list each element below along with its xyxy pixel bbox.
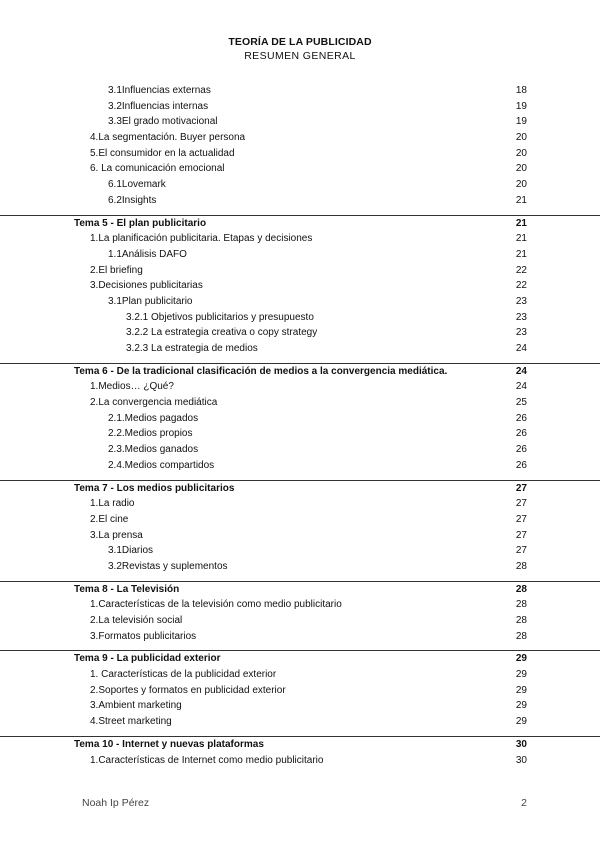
toc-entry[interactable] — [0, 379, 600, 395]
toc-entry-page: 28 — [515, 615, 527, 626]
toc-entry-page: 27 — [515, 482, 527, 494]
toc-entry-label: 3.1Plan publicitario — [108, 295, 193, 307]
toc-entry[interactable] — [0, 161, 600, 177]
toc-entry[interactable] — [0, 193, 600, 209]
toc-entry[interactable] — [0, 130, 600, 146]
toc-entry-page: 28 — [515, 560, 527, 572]
toc-entry-label: 3.Formatos publicitarios — [90, 630, 197, 642]
toc-entry-page: 27 — [515, 545, 527, 557]
toc-entry-page: 28 — [515, 599, 527, 611]
toc-entry-page: 26 — [515, 428, 527, 440]
toc-entry-label: 3.1Diarios — [108, 545, 154, 557]
toc-entry[interactable] — [0, 411, 600, 427]
toc-entry-label: 2.1.Medios pagados — [108, 412, 199, 424]
toc-entry[interactable] — [0, 613, 600, 629]
toc-entry-label: Tema 9 - La publicidad exterior — [74, 653, 221, 665]
toc-entry[interactable] — [0, 629, 600, 645]
toc-entry-label: 2.3.Medios ganados — [108, 444, 199, 456]
toc-entry-label: 1.Características de Internet como medio publicitario — [90, 754, 324, 766]
toc-entry[interactable] — [0, 146, 600, 162]
toc-entry-page: 20 — [515, 147, 527, 159]
toc-entry-page: 26 — [515, 459, 527, 471]
toc-entry-page: 27 — [515, 498, 527, 510]
toc-entry-label: 2.La convergencia mediática — [90, 397, 218, 409]
toc-entry-label: 3.2Revistas y suplementos — [108, 560, 228, 572]
toc-entry-page: 26 — [515, 412, 527, 424]
toc-entry-label: 4.La segmentación. Buyer persona — [90, 132, 246, 144]
toc-entry-page: 22 — [515, 264, 527, 276]
toc-entry-label: 1. Características de la publicidad exterior — [90, 669, 277, 681]
toc-entry[interactable] — [0, 278, 600, 294]
toc-entry[interactable] — [0, 294, 600, 310]
toc-entry[interactable] — [0, 310, 600, 326]
toc-entry-page: 29 — [515, 716, 527, 728]
toc-entry[interactable] — [0, 528, 600, 544]
toc-entry-page: 27 — [515, 513, 527, 525]
toc-entry[interactable] — [0, 83, 600, 99]
toc-entry[interactable] — [0, 559, 600, 575]
toc-entry-page: 19 — [515, 116, 527, 128]
toc-entry-label: 6.2Insights — [108, 194, 157, 206]
toc-entry[interactable] — [0, 496, 600, 512]
toc-entry-page: 20 — [515, 163, 527, 175]
toc-entry-page: 27 — [515, 529, 527, 541]
toc-entry-label: 1.Características de la televisión como medio publicitario — [90, 599, 342, 611]
toc-entry-label: 1.Medios… ¿Qué? — [90, 381, 174, 393]
toc-entry-label: 6. La comunicación emocional — [90, 163, 225, 175]
toc-section-heading[interactable] — [0, 736, 600, 753]
toc-entry-label: 1.1Análisis DAFO — [108, 248, 187, 260]
toc-entry-page: 21 — [515, 248, 527, 260]
toc-entry-page: 22 — [515, 280, 527, 292]
toc-entry[interactable] — [0, 341, 600, 357]
toc-entry-page: 20 — [515, 132, 527, 144]
toc-entry[interactable] — [0, 667, 600, 683]
toc-entry-page: 23 — [515, 295, 527, 307]
toc-entry-label: 5.El consumidor en la actualidad — [90, 147, 235, 159]
toc-entry-label: 3.La prensa — [90, 529, 143, 541]
toc-entry[interactable] — [0, 698, 600, 714]
toc-entry-label: 3.2.3 La estrategia de medios — [126, 343, 258, 354]
toc-entry-label: 2.La televisión social — [90, 615, 183, 626]
toc-entry-label: 3.2.2 La estrategia creativa o copy strategy — [126, 327, 318, 339]
toc-entry-page: 29 — [515, 669, 527, 681]
toc-entry-page: 23 — [515, 311, 527, 323]
toc-entry[interactable] — [0, 753, 600, 769]
toc-entry-label: 3.Decisiones publicitarias — [90, 280, 203, 292]
toc-section-heading[interactable] — [0, 650, 600, 667]
toc-entry[interactable] — [0, 177, 600, 193]
toc-entry-label: 3.Ambient marketing — [90, 700, 182, 712]
toc-entry[interactable] — [0, 325, 600, 341]
toc-entry-page: 24 — [515, 381, 527, 393]
toc-entry-label: 4.Street marketing — [90, 716, 172, 728]
toc-entry-label: 2.El briefing — [90, 264, 143, 276]
toc-entry-page: 28 — [515, 583, 527, 595]
toc-section-heading[interactable] — [0, 581, 600, 598]
toc-entry[interactable] — [0, 458, 600, 474]
document-title: TEORÍA DE LA PUBLICIDAD — [228, 36, 372, 48]
toc-section-heading[interactable] — [0, 363, 600, 380]
toc-entry[interactable] — [0, 512, 600, 528]
toc-entry[interactable] — [0, 426, 600, 442]
toc-entry[interactable] — [0, 99, 600, 115]
toc-entry-page: 29 — [515, 684, 527, 696]
toc-entry-page: 25 — [515, 397, 527, 409]
toc-entry-label: 2.2.Medios propios — [108, 428, 193, 440]
toc-entry-page: 19 — [515, 100, 527, 112]
toc-entry-label: 1.La radio — [90, 498, 135, 510]
toc-entry-page: 29 — [515, 700, 527, 712]
toc-entry-label: Tema 8 - La Televisión — [74, 583, 180, 595]
toc-entry-label: 2.El cine — [90, 513, 129, 525]
toc-entry[interactable] — [0, 231, 600, 247]
table-of-contents — [0, 83, 600, 768]
toc-entry-page: 30 — [515, 754, 527, 766]
toc-entry-label: Tema 10 - Internet y nuevas plataformas — [74, 738, 264, 750]
toc-entry[interactable] — [0, 543, 600, 559]
toc-entry-page: 28 — [515, 630, 527, 642]
toc-entry-label: Tema 6 - De la tradicional clasificación de medios a la convergencia mediática. — [74, 365, 448, 377]
toc-entry-label: 3.2.1 Objetivos publicitarios y presupuesto — [126, 311, 314, 323]
toc-entry-page: 20 — [515, 179, 527, 191]
toc-entry[interactable] — [0, 683, 600, 699]
toc-entry-page: 24 — [515, 343, 527, 354]
toc-entry-label: 2.4.Medios compartidos — [108, 459, 215, 471]
toc-entry-label: 3.1Influencias externas — [108, 85, 211, 96]
toc-entry[interactable] — [0, 597, 600, 613]
toc-entry[interactable] — [0, 442, 600, 458]
footer-page-number: 2 — [521, 797, 527, 809]
toc-entry-page: 30 — [515, 738, 527, 750]
toc-entry[interactable] — [0, 114, 600, 130]
document-subtitle: RESUMEN GENERAL — [244, 50, 356, 62]
toc-entry[interactable] — [0, 263, 600, 279]
toc-entry-label: 6.1Lovemark — [108, 179, 166, 191]
footer-author: Noah Ip Pérez — [82, 797, 150, 809]
toc-entry-page: 21 — [515, 217, 527, 229]
toc-entry-page: 26 — [515, 444, 527, 456]
page-header — [0, 36, 600, 63]
toc-entry[interactable] — [0, 247, 600, 263]
toc-entry-label: 3.3El grado motivacional — [108, 116, 218, 128]
toc-section-heading[interactable] — [0, 215, 600, 232]
toc-entry-page: 23 — [515, 327, 527, 339]
toc-entry[interactable] — [0, 395, 600, 411]
toc-entry-page: 29 — [515, 653, 527, 665]
toc-entry-label: Tema 7 - Los medios publicitarios — [74, 482, 235, 494]
toc-entry-label: 3.2Influencias internas — [108, 100, 209, 112]
toc-entry-page: 24 — [515, 365, 527, 377]
toc-entry-label: 1.La planificación publicitaria. Etapas y decisiones — [90, 233, 313, 245]
toc-section-heading[interactable] — [0, 480, 600, 497]
toc-entry-label: Tema 5 - El plan publicitario — [74, 217, 207, 229]
toc-entry-label: 2.Soportes y formatos en publicidad exterior — [90, 684, 286, 696]
toc-entry-page: 21 — [515, 233, 527, 245]
toc-entry-page: 18 — [515, 85, 527, 96]
toc-entry[interactable] — [0, 714, 600, 730]
toc-entry-page: 21 — [515, 194, 527, 206]
